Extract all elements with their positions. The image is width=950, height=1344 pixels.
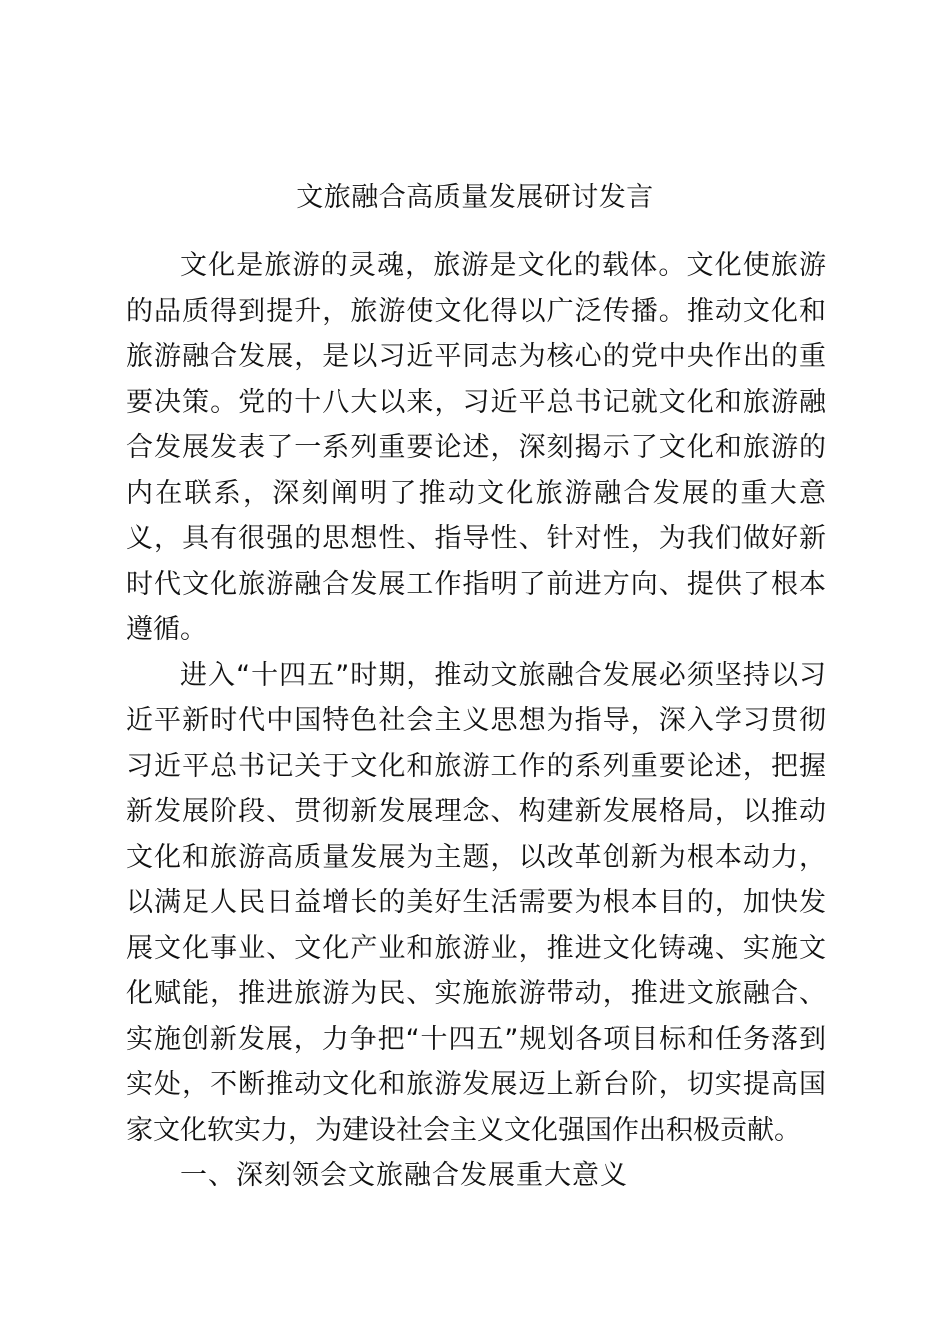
- document-body: [126, 243, 826, 1199]
- document-title: 文旅融合高质量发展研讨发言: [296, 182, 654, 213]
- paragraph-intro: 文化是旅游的灵魂，旅游是文化的载体。文化使旅游的品质得到提升，旅游使文化得以广泛传播。推动文化和旅游融合发展，是以习近平同志为核心的党中央作出的重要决策。党的十八大以来，习近平总书记就文化和旅游融合发展发表了一系列重要论述，深刻揭示了文化和旅游的内在联系，深刻阐明了推动文化旅游融合发展的重大意义，具有很强的思想性、指导性、针对性，为我们做好新时代文化旅游融合发展工作指明了前进方向、提供了根本遵循。: [126, 250, 826, 645]
- section-heading: 一、深刻领会文旅融合发展重大意义: [180, 1160, 628, 1191]
- paragraph-fourteenth-five-year: 进入“十四五”时期，推动文旅融合发展必须坚持以习近平新时代中国特色社会主义思想为指导，深入学习贯彻习近平总书记关于文化和旅游工作的系列重要论述，把握新发展阶段、贯彻新发展理念、构建新发展格局，以推动文化和旅游高质量发展为主题，以改革创新为根本动力，以满足人民日益增长的美好生活需要为根本目的，加快发展文化事业、文化产业和旅游业，推进文化铸魂、实施文化赋能，推进旅游为民、实施旅游带动，推进文旅融合、实施创新发展，力争把“十四五”规划各项目标和任务落到实处，不断推动文化和旅游发展迈上新台阶，切实提高国家文化软实力，为建设社会主义文化强国作出积极贡献。: [126, 659, 826, 1146]
